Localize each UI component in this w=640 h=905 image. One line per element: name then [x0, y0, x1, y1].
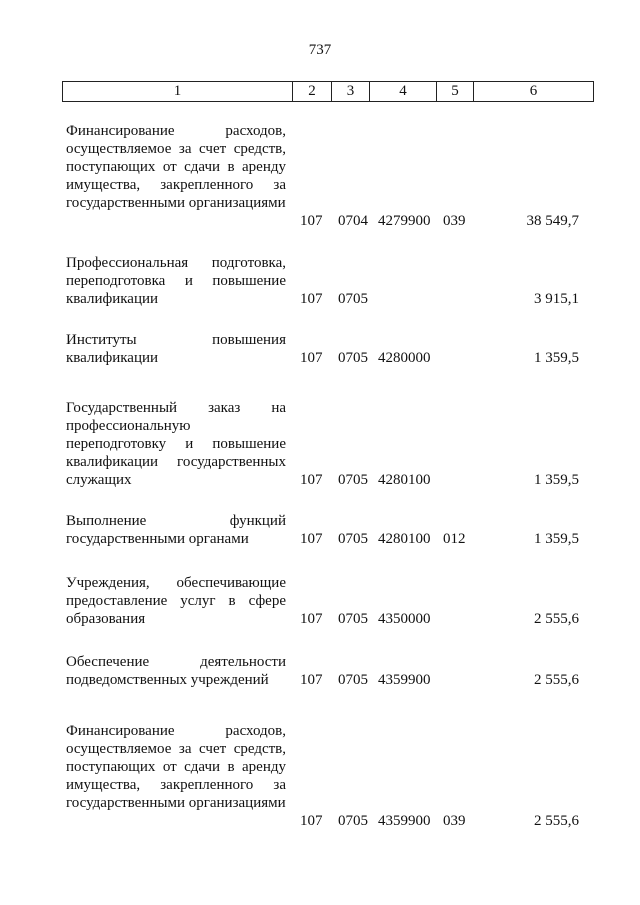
column-header-1: 1 [63, 82, 293, 102]
row-description: Финансирование расходов, осуществляемое за счет средств, поступающих от сдачи в аренду имущества, закрепленного за государственными организациями [66, 723, 286, 811]
column-header-row [62, 81, 594, 102]
row-amount: 2 555,6 [534, 672, 579, 688]
row-target-code: 4359900 [378, 672, 431, 688]
page-number: 737 [308, 42, 332, 58]
row-section: 107 [300, 472, 323, 488]
row-subsection: 0705 [338, 472, 368, 488]
column-header-3: 3 [332, 82, 370, 102]
row-description: Выполнение функций государственными органами [66, 513, 286, 547]
column-header-2: 2 [293, 82, 332, 102]
row-subsection: 0705 [338, 531, 368, 547]
table-row [0, 331, 640, 367]
row-subsection: 0705 [338, 611, 368, 627]
row-amount: 2 555,6 [534, 813, 579, 829]
table-row [0, 512, 640, 548]
row-target-code: 4280000 [378, 350, 431, 366]
table-row [0, 254, 640, 308]
row-description: Учреждения, обеспечивающие предоставление услуг в сфере образования [66, 575, 286, 627]
row-target-code: 4279900 [378, 213, 431, 229]
row-description: Обеспечение деятельности подведомственных учреждений [66, 654, 286, 688]
row-section: 107 [300, 813, 323, 829]
column-header-6: 6 [474, 82, 594, 102]
row-amount: 38 549,7 [526, 213, 579, 229]
row-expense-type: 039 [443, 213, 466, 229]
row-description: Финансирование расходов, осуществляемое за счет средств, поступающих от сдачи в аренду имущества, закрепленного за государственными организациями [66, 123, 286, 211]
row-target-code: 4280100 [378, 531, 431, 547]
table-row [0, 574, 640, 628]
row-section: 107 [300, 213, 323, 229]
row-amount: 2 555,6 [534, 611, 579, 627]
column-header-4: 4 [370, 82, 437, 102]
row-description: Институты повышения квалификации [66, 332, 286, 366]
row-section: 107 [300, 672, 323, 688]
row-description: Государственный заказ на профессиональную переподготовку и повышение квалификации государственных служащих [66, 400, 286, 488]
table-row [0, 122, 640, 230]
row-section: 107 [300, 291, 323, 307]
row-target-code: 4350000 [378, 611, 431, 627]
row-subsection: 0705 [338, 350, 368, 366]
row-section: 107 [300, 531, 323, 547]
row-subsection: 0704 [338, 213, 368, 229]
row-amount: 1 359,5 [534, 350, 579, 366]
table-row [0, 722, 640, 830]
row-subsection: 0705 [338, 813, 368, 829]
table-row [0, 653, 640, 689]
table-row [0, 399, 640, 489]
column-header-5: 5 [437, 82, 474, 102]
row-expense-type: 039 [443, 813, 466, 829]
row-amount: 1 359,5 [534, 472, 579, 488]
row-amount: 3 915,1 [534, 291, 579, 307]
row-amount: 1 359,5 [534, 531, 579, 547]
row-description: Профессиональная подготовка, переподготовка и повышение квалификации [66, 255, 286, 307]
row-target-code: 4280100 [378, 472, 431, 488]
row-target-code: 4359900 [378, 813, 431, 829]
row-section: 107 [300, 350, 323, 366]
row-section: 107 [300, 611, 323, 627]
row-subsection: 0705 [338, 291, 368, 307]
row-subsection: 0705 [338, 672, 368, 688]
row-expense-type: 012 [443, 531, 466, 547]
